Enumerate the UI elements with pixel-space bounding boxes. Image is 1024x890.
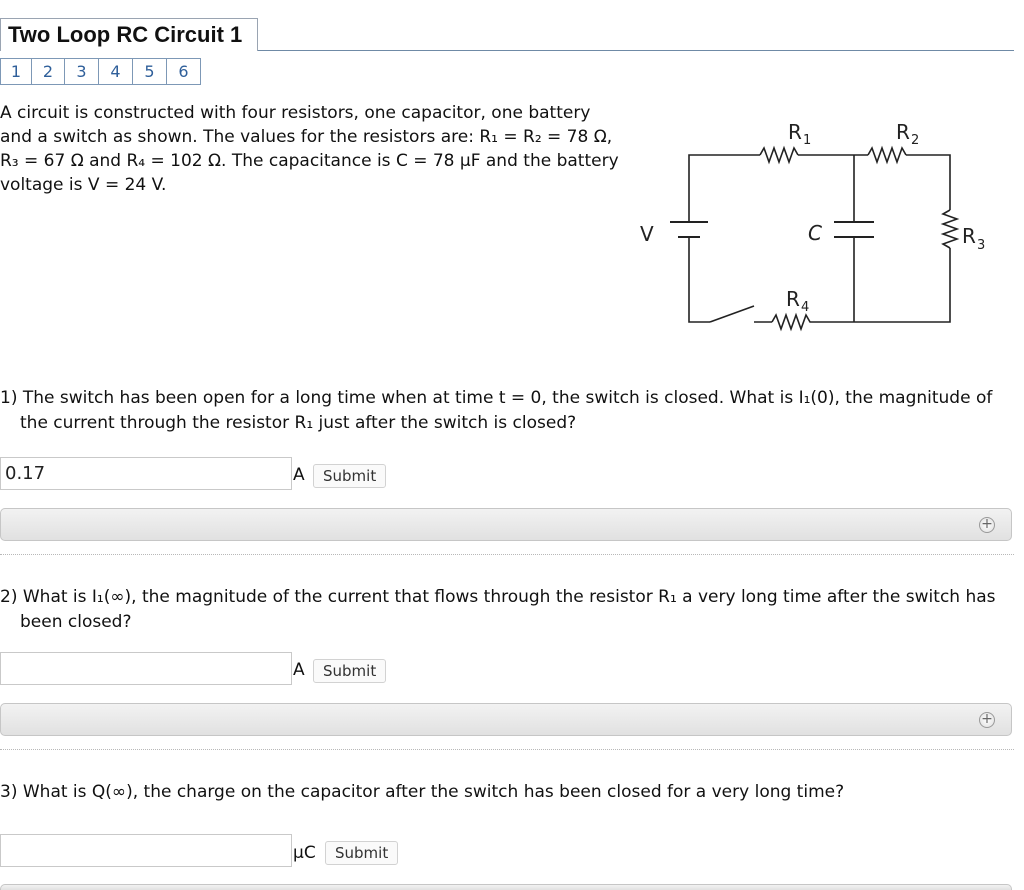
capacitor-label: C [808, 221, 822, 245]
r1-resistor [760, 148, 798, 162]
r3-label: R [962, 224, 976, 248]
question-2-number: 2) [0, 587, 18, 607]
expand-plus-icon[interactable]: + [979, 712, 995, 728]
question-2-submit-button[interactable]: Submit [313, 659, 386, 683]
battery-label: V [640, 222, 654, 246]
page-3-tab[interactable]: 3 [64, 58, 99, 85]
question-3-text: What is Q(∞), the charge on the capacitor after the switch has been closed for a very long time? [22, 782, 845, 802]
question-3-unit: μC [293, 843, 316, 863]
question-1-feedback-bar[interactable] [0, 508, 1012, 541]
question-3 [0, 780, 1014, 805]
question-3-feedback-bar[interactable] [0, 884, 1012, 890]
question-1-text: The switch has been open for a long time when at time t = 0, the switch is closed. What is I₁(0), the magnitude of the current through the resistor R₁ just after the switch is closed? [20, 388, 993, 433]
page-5-tab[interactable]: 5 [132, 58, 167, 85]
question-2-divider [0, 749, 1014, 750]
question-2-unit: A [293, 660, 305, 680]
question-3-answer-input[interactable] [0, 834, 292, 867]
question-1-answer-input[interactable] [0, 457, 292, 490]
r1-label: R [788, 120, 802, 144]
question-2 [0, 585, 1014, 635]
switch-blade [710, 306, 754, 322]
r4-subscript: 4 [801, 300, 810, 315]
question-1-number: 1) [0, 388, 18, 408]
question-3-number: 3) [0, 782, 18, 802]
r3-subscript: 3 [977, 238, 986, 253]
question-2-feedback-bar[interactable] [0, 703, 1012, 736]
page-title: Two Loop RC Circuit 1 [8, 22, 243, 47]
r4-label: R [786, 287, 800, 311]
page-1-tab[interactable]: 1 [0, 58, 32, 85]
r2-label: R [896, 120, 910, 144]
question-2-answer-input[interactable] [0, 652, 292, 685]
question-1-divider [0, 554, 1014, 555]
r3-resistor [943, 210, 957, 248]
wire-right-bottom [860, 248, 950, 322]
r4-resistor [772, 315, 860, 329]
r1-subscript: 1 [803, 133, 812, 148]
part-pager [0, 58, 201, 85]
page-2-tab[interactable]: 2 [31, 58, 65, 85]
problem-statement: A circuit is constructed with four resistors, one capacitor, one battery and a switch as shown. The values for the resistors are: R₁ = R₂ = 78 Ω, R₃ = 67 Ω and R₄ = 102 Ω. The capacitance is C = 78 μF and the battery voltage is V = 24 V. [0, 103, 619, 195]
question-1 [0, 386, 1014, 436]
circuit-wires [689, 148, 957, 329]
page-4-tab[interactable]: 4 [98, 58, 133, 85]
question-2-text: What is I₁(∞), the magnitude of the current that flows through the resistor R₁ a very long time after the switch has been closed? [20, 587, 996, 632]
question-3-submit-button[interactable]: Submit [325, 841, 398, 865]
question-1-unit: A [293, 465, 305, 485]
r2-resistor [868, 148, 906, 162]
wire-left-bottom [689, 237, 710, 322]
page-6-tab[interactable]: 6 [166, 58, 201, 85]
wire-right-top [906, 155, 950, 210]
title-tab [0, 18, 258, 51]
r2-subscript: 2 [911, 133, 920, 148]
circuit-diagram [630, 110, 1000, 340]
wire-left-top [689, 155, 760, 222]
question-1-submit-button[interactable]: Submit [313, 464, 386, 488]
expand-plus-icon[interactable]: + [979, 517, 995, 533]
